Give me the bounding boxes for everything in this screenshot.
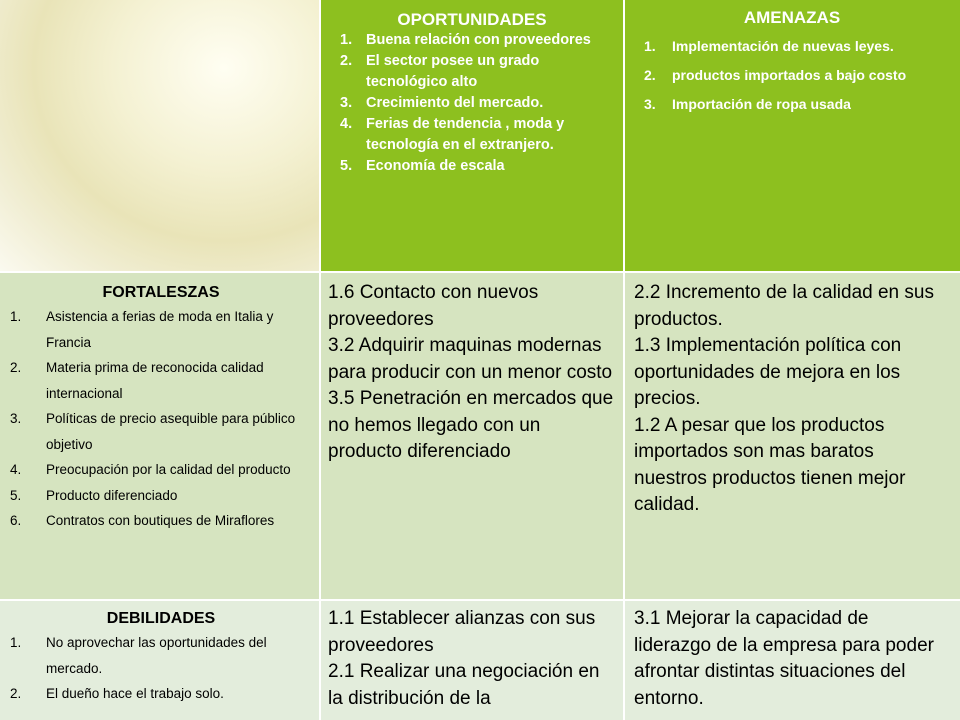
list-item [634, 90, 950, 119]
row-divider [0, 599, 960, 601]
da-strategies-cell [624, 600, 960, 720]
item-text: Asistencia a ferias de moda en Italia y Francia [46, 309, 274, 350]
item-number: 3. [644, 96, 656, 112]
item-text: Crecimiento del mercado. [366, 95, 544, 111]
list-item [10, 630, 312, 681]
opportunities-list [330, 30, 614, 177]
item-text: Contratos con boutiques de Miraflores [46, 513, 275, 528]
opportunities-header-cell [320, 0, 624, 272]
item-number: 4. [10, 462, 22, 477]
item-text: No aprovechar las oportunidades del mercado. [46, 635, 267, 676]
item-text: Políticas de precio asequible para público objetivo [46, 411, 296, 452]
strategy-text: 3.1 Mejorar la capacidad de liderazgo de la empresa para poder afrontar distintas situaciones del entorno. [634, 608, 934, 709]
strengths-title: FORTALESZAS [102, 284, 220, 301]
item-text: Economía de escala [366, 158, 505, 174]
fo-strategies-cell [320, 272, 624, 600]
list-item [330, 156, 614, 177]
item-number: 2. [10, 686, 22, 701]
item-text: Implementación de nuevas leyes. [672, 38, 894, 54]
strategy-text: 1.1 Establecer alianzas con sus proveedores [328, 608, 596, 656]
item-number: 5. [10, 487, 22, 503]
threats-title: AMENAZAS [743, 8, 841, 27]
list-item [10, 508, 312, 534]
item-text: Ferias de tendencia , moda y tecnología en el extranjero. [366, 116, 565, 153]
row-divider [0, 271, 960, 273]
item-number: 1. [644, 38, 656, 54]
strategy-text: 1.2 A pesar que los productos importados son mas baratos nuestros productos tienen mejor calidad. [634, 414, 906, 515]
item-number: 6. [10, 513, 22, 528]
strategy-text: 1.3 Implementación política con oportunidades de mejora en los precios. [634, 335, 902, 409]
item-number: 5. [340, 158, 353, 174]
list-item [10, 406, 312, 457]
item-number: 2. [10, 360, 22, 375]
item-text: El dueño hace el trabajo solo. [46, 686, 224, 701]
list-item [634, 61, 950, 90]
item-number: 2. [340, 53, 353, 69]
item-number: 3. [340, 95, 353, 111]
do-strategies-cell [320, 600, 624, 720]
item-text: Buena relación con proveedores [366, 32, 591, 48]
weaknesses-cell [0, 600, 320, 720]
item-text: Preocupación por la calidad del producto [46, 462, 291, 477]
strategy-text: 2.1 Realizar una negociación en la distribución de la [328, 661, 600, 709]
strategy-text: 2.2 Incremento de la calidad en sus productos. [634, 282, 934, 330]
column-divider [623, 0, 625, 720]
item-number: 1. [10, 309, 22, 324]
strengths-cell [0, 272, 320, 600]
fa-strategies-cell [624, 272, 960, 600]
list-item [10, 681, 312, 707]
item-number: 1. [10, 635, 22, 650]
list-item [330, 51, 614, 93]
item-number: 4. [340, 116, 353, 132]
list-item [634, 32, 950, 61]
strengths-list [10, 304, 312, 534]
list-item [10, 457, 312, 483]
item-number: 3. [10, 411, 22, 426]
strategy-text: 1.6 Contacto con nuevos proveedores [328, 282, 539, 330]
item-text: productos importados a bajo costo [672, 67, 907, 83]
item-number: 2. [644, 67, 656, 83]
item-number: 1. [340, 32, 353, 48]
corner-decoration [0, 0, 320, 272]
item-text: Materia prima de reconocida calidad internacional [46, 360, 264, 401]
list-item [330, 114, 614, 156]
list-item [330, 30, 614, 51]
column-divider [319, 0, 321, 720]
item-text: El sector posee un grado tecnológico alto [366, 53, 540, 90]
item-text: Producto diferenciado [46, 487, 178, 503]
list-item [330, 93, 614, 114]
strategy-text: 3.5 Penetración en mercados que no hemos llegado con un producto diferenciado [328, 388, 614, 462]
list-item [10, 483, 312, 509]
threats-header-cell [624, 0, 960, 272]
strategy-text: 3.2 Adquirir maquinas modernas para producir con un menor costo [328, 335, 613, 383]
opportunities-title: OPORTUNIDADES [397, 10, 547, 29]
threats-list [634, 32, 950, 119]
weaknesses-title: DEBILIDADES [106, 610, 216, 627]
item-text: Importación de ropa usada [672, 96, 851, 112]
list-item [10, 304, 312, 355]
list-item [10, 355, 312, 406]
weaknesses-list [10, 630, 312, 707]
